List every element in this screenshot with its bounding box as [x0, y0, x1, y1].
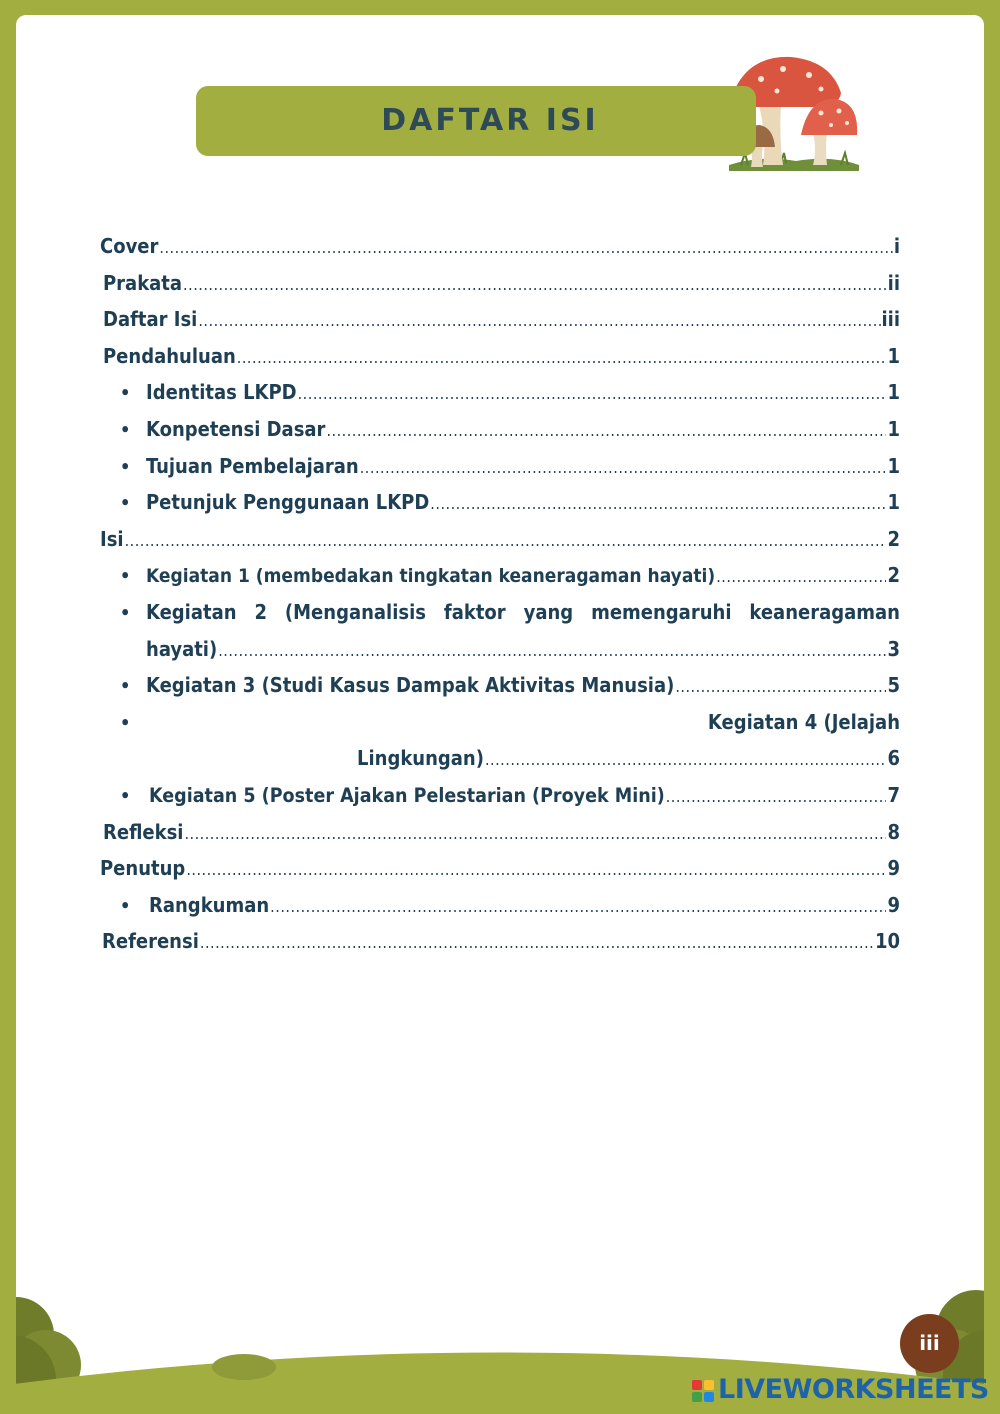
- leader-dots: [200, 925, 874, 962]
- leader-dots: [485, 742, 887, 779]
- bullet: •: [120, 602, 131, 624]
- toc-entry-tujuan-pembelajaran[interactable]: [100, 448, 900, 485]
- toc-entry-label: Cover: [100, 234, 159, 258]
- toc-entry-label: Identitas LKPD: [146, 380, 297, 405]
- toc-entry-page: i: [893, 234, 900, 258]
- toc-entry-page: 2: [887, 526, 900, 551]
- bullet: •: [120, 566, 131, 588]
- toc-entry-label: Refleksi: [103, 819, 184, 844]
- leader-dots: [159, 230, 892, 267]
- toc-entry-page: 2: [887, 563, 900, 588]
- leader-dots: [360, 450, 887, 487]
- word: Kegiatan: [146, 599, 237, 624]
- toc-entry-page: 3: [887, 636, 900, 661]
- bullet: •: [120, 676, 131, 698]
- leader-dots: [298, 376, 887, 413]
- toc-entry-label-line1: [146, 594, 900, 631]
- toc-entry-label: Referensi: [102, 929, 199, 954]
- toc-entry-label: Daftar Isi: [103, 307, 198, 332]
- bullet: •: [120, 493, 131, 515]
- toc-entry-kegiatan-3[interactable]: [100, 667, 900, 704]
- toc-entry-page: 9: [887, 892, 900, 917]
- toc-entry-page: 1: [887, 343, 900, 368]
- toc-entry-page: 6: [887, 746, 900, 771]
- toc-entry-prakata[interactable]: [100, 265, 900, 302]
- leader-dots: [716, 559, 886, 596]
- toc-entry-petunjuk-penggunaan[interactable]: [100, 484, 900, 521]
- toc-entry-page: iii: [881, 307, 900, 332]
- toc-entry-rangkuman[interactable]: [100, 887, 900, 924]
- toc-entry-identitas-lkpd[interactable]: [100, 374, 900, 411]
- liveworksheets-logo-icon: [692, 1380, 714, 1402]
- toc-entry-kegiatan-5[interactable]: [100, 777, 900, 814]
- toc-entry-refleksi[interactable]: [100, 814, 900, 851]
- toc-entry-cover[interactable]: [100, 228, 900, 265]
- word: memengaruhi: [591, 599, 732, 624]
- bullet: •: [120, 456, 131, 478]
- toc-entry-page: 1: [887, 380, 900, 405]
- toc-entry-label: Tujuan Pembelajaran: [146, 453, 359, 478]
- page-number-badge: iii: [900, 1314, 959, 1373]
- word: (Menganalisis: [284, 599, 426, 624]
- bullet: •: [120, 895, 131, 917]
- leader-dots: [184, 816, 886, 853]
- toc-entry-label: Isi: [100, 526, 124, 551]
- toc-entry-kegiatan-4-cont[interactable]: [100, 740, 900, 777]
- toc-entry-page: 9: [887, 856, 900, 881]
- leader-dots: [430, 486, 886, 523]
- toc-entry-page: 1: [887, 416, 900, 441]
- bullet: •: [120, 419, 131, 441]
- leader-dots: [125, 523, 887, 560]
- toc-entry-label: Penutup: [100, 856, 186, 881]
- toc-entry-label: Konpetensi Dasar: [146, 416, 326, 441]
- toc-entry-label: Rangkuman: [149, 892, 270, 917]
- word: faktor: [443, 599, 506, 624]
- word: yang: [523, 599, 574, 624]
- toc-entry-kegiatan-2-cont[interactable]: [100, 631, 900, 668]
- toc-entry-page: ii: [887, 270, 900, 295]
- leader-dots: [326, 413, 886, 450]
- page-title: DAFTAR ISI: [381, 103, 599, 138]
- toc-entry-label-line2: hayati): [146, 636, 218, 661]
- leader-dots: [675, 669, 886, 706]
- toc-entry-kegiatan-1[interactable]: [100, 557, 900, 594]
- bullet: •: [120, 712, 131, 734]
- toc-entry-page: 8: [887, 819, 900, 844]
- toc-entry-label: Pendahuluan: [103, 343, 236, 368]
- liveworksheets-brand[interactable]: [692, 1374, 989, 1406]
- toc-entry-page: 10: [874, 929, 900, 954]
- toc-entry-kegiatan-4[interactable]: [100, 704, 900, 741]
- toc-entry-page: 5: [887, 673, 900, 698]
- leader-dots: [218, 633, 886, 670]
- toc-entry-kompetensi-dasar[interactable]: [100, 411, 900, 448]
- toc-entry-label-line1: Kegiatan 4 (Jelajah: [707, 709, 900, 734]
- leader-dots: [666, 779, 887, 816]
- toc-entry-label: Petunjuk Penggunaan LKPD: [146, 490, 430, 515]
- toc-entry-isi[interactable]: [100, 521, 900, 558]
- toc-entry-penutup[interactable]: [100, 850, 900, 887]
- word: 2: [254, 599, 267, 624]
- toc-entry-kegiatan-2[interactable]: [100, 594, 900, 631]
- toc-entry-label: Prakata: [103, 270, 183, 295]
- leader-dots: [186, 852, 886, 889]
- leader-dots: [183, 267, 887, 304]
- toc-entry-label: Kegiatan 3 (Studi Kasus Dampak Aktivitas Manusia): [146, 673, 675, 698]
- toc-entry-label-line2: Lingkungan): [357, 746, 484, 771]
- toc-entry-pendahuluan[interactable]: [100, 338, 900, 375]
- toc-entry-label: Kegiatan 1 (membedakan tingkatan keaneragaman hayati): [146, 565, 716, 588]
- toc-entry-label: Kegiatan 5 (Poster Ajakan Pelestarian (Proyek Mini): [149, 783, 665, 807]
- brand-text: LIVEWORKSHEETS: [718, 1374, 989, 1405]
- bullet: •: [120, 383, 131, 405]
- toc-entry-page: 7: [887, 782, 900, 807]
- toc-entry-page: 1: [887, 453, 900, 478]
- word: keaneragaman: [749, 599, 900, 624]
- toc-entry-referensi[interactable]: [100, 923, 900, 960]
- leader-dots: [237, 340, 887, 377]
- leader-dots: [198, 303, 880, 340]
- toc-entry-daftar-isi[interactable]: [100, 301, 900, 338]
- toc-entry-page: 1: [887, 490, 900, 515]
- table-of-contents: [100, 228, 900, 960]
- leader-dots: [270, 889, 886, 926]
- bullet: •: [120, 785, 131, 807]
